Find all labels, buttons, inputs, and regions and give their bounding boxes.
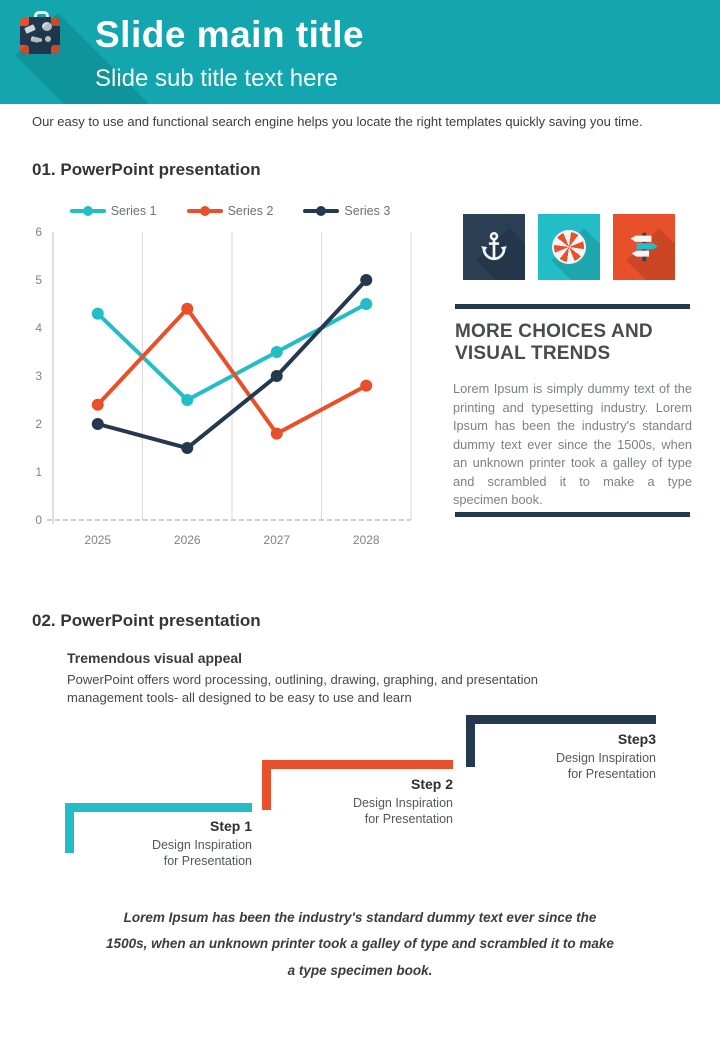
divider-top: [455, 304, 690, 309]
signpost-icon: [626, 228, 662, 266]
beachball-tile: [538, 214, 600, 280]
divider-bottom: [455, 512, 690, 517]
svg-text:4: 4: [35, 321, 42, 335]
legend-label: Series 2: [227, 204, 274, 218]
legend-item-series2: [187, 204, 274, 218]
anchor-icon: [477, 230, 511, 264]
beachball-icon: [552, 230, 586, 264]
legend-item-series3: [303, 204, 390, 218]
slide-title: Slide main title: [95, 14, 365, 55]
svg-text:3: 3: [35, 369, 42, 383]
step3-text: Step3 Design Inspiration for Presentation: [555, 731, 656, 782]
legend-label: Series 1: [110, 204, 157, 218]
intro-text: Our easy to use and functional search engine helps you locate the right templates quickly saving you time.: [32, 114, 643, 129]
legend-label: Series 3: [344, 204, 391, 218]
svg-text:1: 1: [35, 465, 42, 479]
right-panel-body: Lorem Ipsum is simply dummy text of the printing and typesetting industry. Lorem Ipsum has been the industry's standard dummy text ever since the 1500s, when an unknown printer took a galley of type and scrambled it to make a type specimen book.: [453, 381, 692, 508]
svg-text:2025: 2025: [84, 533, 112, 547]
header-banner: [0, 0, 720, 104]
legend-item-series1: [70, 204, 157, 218]
step1-text: Step 1 Design Inspiration for Presentation: [151, 818, 252, 869]
icon-tiles: [463, 214, 675, 280]
svg-text:2027: 2027: [263, 533, 291, 547]
slide-subtitle: Slide sub title text here: [95, 65, 338, 92]
svg-text:2026: 2026: [173, 533, 201, 547]
svg-text:6: 6: [35, 225, 42, 239]
svg-text:2: 2: [35, 417, 42, 431]
section2-body: PowerPoint offers word processing, outlining, drawing, graphing, and presentation management tools- all designed to be easy to use and learn: [67, 672, 538, 706]
svg-text:5: 5: [35, 273, 42, 287]
right-panel-heading: MORE CHOICES AND VISUAL TRENDS: [455, 321, 653, 364]
footer-quote: Lorem Ipsum has been the industry's standard dummy text ever since the 1500s, when an unknown printer took a galley of type and scrambled it to make a type specimen book.: [106, 910, 614, 978]
series1-marker-icon: [70, 209, 106, 213]
signpost-tile: [613, 214, 675, 280]
chart-legend: [30, 204, 430, 218]
series2-marker-icon: [187, 209, 223, 213]
step1-label: Step 1: [209, 818, 252, 834]
svg-text:2028: 2028: [352, 533, 380, 547]
svg-text:0: 0: [35, 513, 42, 527]
section2-heading: 02. PowerPoint presentation: [32, 611, 261, 630]
step2-text: Step 2 Design Inspiration for Presentation: [352, 776, 453, 827]
section2-subheading: Tremendous visual appeal: [67, 650, 243, 666]
step3-label: Step3: [617, 731, 656, 747]
anchor-tile: [463, 214, 525, 280]
line-chart: [30, 222, 430, 562]
step2-label: Step 2: [410, 776, 453, 792]
series3-marker-icon: [303, 209, 339, 213]
section1-heading: 01. PowerPoint presentation: [32, 160, 261, 179]
